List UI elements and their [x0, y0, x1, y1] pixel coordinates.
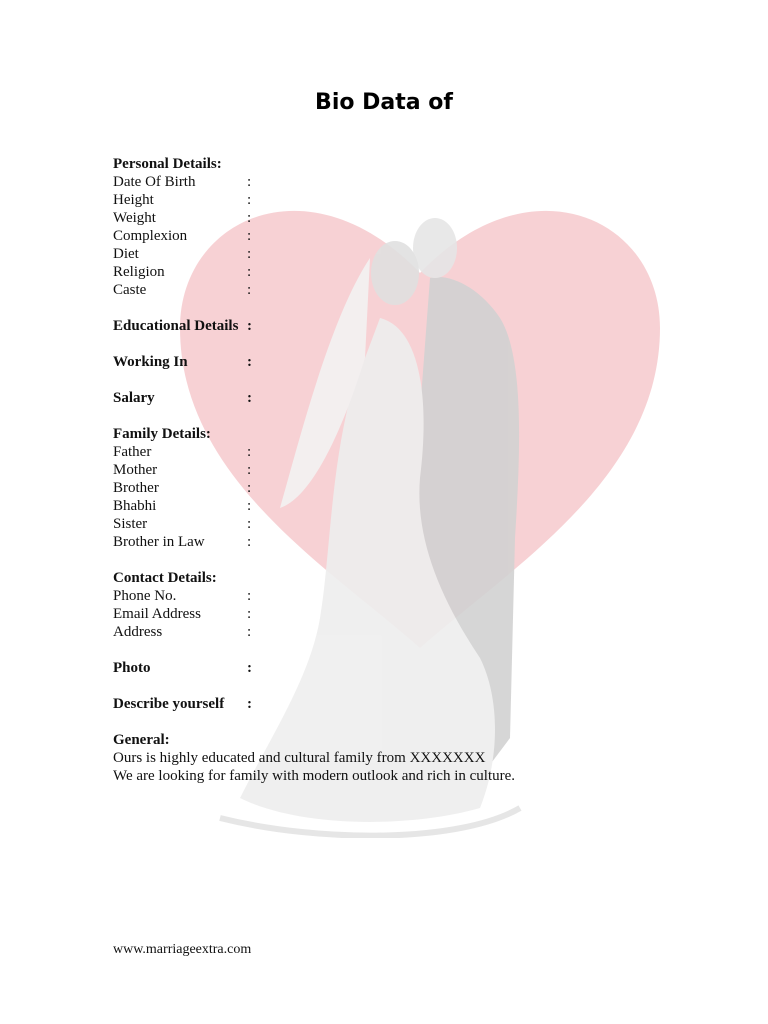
field-label: Educational Details	[113, 318, 239, 334]
field-row-working-in	[113, 353, 673, 371]
field-label: Describe yourself	[113, 696, 225, 712]
general-line: We are looking for family with modern outlook and rich in culture.	[113, 768, 516, 784]
field-separator: :	[247, 444, 252, 460]
field-label: Photo	[113, 660, 151, 676]
spacer	[113, 551, 673, 569]
field-row-brother	[113, 479, 673, 497]
field-separator: :	[247, 192, 252, 208]
field-row-father	[113, 443, 673, 461]
page-title: Bio Data of	[315, 90, 453, 115]
field-label: Address	[113, 624, 163, 640]
field-row-email	[113, 605, 673, 623]
spacer	[113, 407, 673, 425]
field-row-height	[113, 191, 673, 209]
field-label: Complexion	[113, 228, 188, 244]
field-row-bhabhi	[113, 497, 673, 515]
field-separator: :	[247, 534, 252, 550]
field-separator: :	[247, 174, 252, 190]
general-line: Ours is highly educated and cultural family from XXXXXXX	[113, 750, 486, 766]
field-separator: :	[247, 660, 252, 676]
field-label: Diet	[113, 246, 139, 262]
field-separator: :	[247, 318, 252, 334]
field-separator: :	[247, 480, 252, 496]
field-row-weight	[113, 209, 673, 227]
field-label: Bhabhi	[113, 498, 157, 514]
field-label: Weight	[113, 210, 156, 226]
spacer	[113, 677, 673, 695]
field-separator: :	[247, 696, 252, 712]
field-row-phone	[113, 587, 673, 605]
field-row-complexion	[113, 227, 673, 245]
field-separator: :	[247, 228, 252, 244]
field-label: Father	[113, 444, 152, 460]
field-label: Email Address	[113, 606, 201, 622]
field-label: Date Of Birth	[113, 174, 196, 190]
field-separator: :	[247, 246, 252, 262]
field-row-religion	[113, 263, 673, 281]
field-separator: :	[247, 606, 252, 622]
field-label: Salary	[113, 390, 155, 406]
field-separator: :	[247, 282, 252, 298]
field-row-describe-yourself	[113, 695, 673, 713]
field-separator: :	[247, 210, 252, 226]
field-separator: :	[247, 354, 252, 370]
field-row-brother-in-law	[113, 533, 673, 551]
field-label: Brother	[113, 480, 159, 496]
field-separator: :	[247, 516, 252, 532]
spacer	[113, 641, 673, 659]
family-details-heading: Family Details:	[113, 426, 211, 442]
field-label: Phone No.	[113, 588, 177, 604]
field-separator: :	[247, 588, 252, 604]
personal-details-heading: Personal Details:	[113, 156, 222, 172]
field-row-sister	[113, 515, 673, 533]
spacer	[113, 299, 673, 317]
field-label: Height	[113, 192, 154, 208]
field-row-caste	[113, 281, 673, 299]
field-separator: :	[247, 624, 252, 640]
field-label: Caste	[113, 282, 147, 298]
field-separator: :	[247, 462, 252, 478]
field-row-date-of-birth	[113, 173, 673, 191]
spacer	[113, 371, 673, 389]
field-label: Sister	[113, 516, 148, 532]
contact-details-heading: Contact Details:	[113, 570, 217, 586]
footer-website: www.marriageextra.com	[113, 942, 252, 957]
field-separator: :	[247, 264, 252, 280]
field-row-salary	[113, 389, 673, 407]
field-row-photo	[113, 659, 673, 677]
field-separator: :	[247, 390, 252, 406]
field-row-address	[113, 623, 673, 641]
field-separator: :	[247, 498, 252, 514]
field-row-mother	[113, 461, 673, 479]
field-row-educational-details	[113, 317, 673, 335]
field-label: Mother	[113, 462, 158, 478]
spacer	[113, 335, 673, 353]
spacer	[113, 713, 673, 731]
biodata-form	[113, 155, 673, 785]
field-label: Working In	[113, 354, 188, 370]
field-label: Religion	[113, 264, 165, 280]
field-row-diet	[113, 245, 673, 263]
general-heading: General:	[113, 732, 170, 748]
field-label: Brother in Law	[113, 534, 205, 550]
